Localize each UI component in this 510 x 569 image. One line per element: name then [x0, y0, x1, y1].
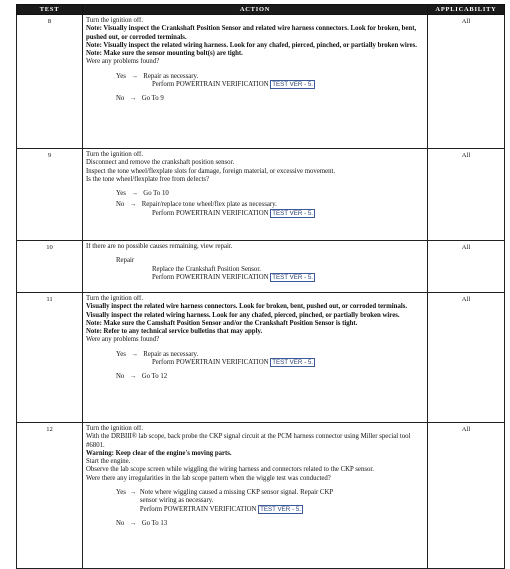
header-applicability: APPLICABILITY	[428, 5, 505, 15]
answer-yes-perform	[86, 81, 423, 89]
action-line: Observe the lab scope screen while wiggling the wiring harness and connectors related to the CKP sensor.	[86, 466, 374, 474]
applicability: All	[428, 149, 505, 241]
answer-yes	[86, 489, 423, 514]
yes-action: Go To 10	[143, 190, 169, 198]
test-number: 11	[17, 293, 83, 423]
table-row	[17, 423, 505, 569]
answer-no	[86, 201, 423, 209]
yes-action: Repair as necessary.	[143, 72, 199, 80]
action-line: Turn the ignition off.	[86, 425, 144, 432]
applicability: All	[428, 241, 505, 293]
yes-label: Yes	[116, 190, 126, 198]
action-line: Turn the ignition off.	[86, 17, 144, 24]
action-cell	[83, 423, 428, 569]
repair-label: Repair	[116, 257, 135, 265]
action-cell	[83, 15, 428, 149]
no-label: No	[116, 519, 125, 527]
arrow-right-icon: →	[131, 72, 138, 80]
action-cell	[83, 241, 428, 293]
no-action: Go To 12	[141, 373, 168, 381]
arrow-right-icon: →	[129, 95, 137, 103]
arrow-right-icon: →	[131, 350, 138, 358]
perform-text: Perform POWERTRAIN VERIFICATION	[139, 505, 257, 513]
repair-perform	[86, 274, 423, 282]
action-question: Were there any irregularities in the lab scope pattern when the wiggle test was conducted?	[86, 474, 331, 482]
answer-yes	[86, 351, 423, 359]
test-number: 9	[17, 149, 83, 241]
table-row	[17, 149, 505, 241]
no-label: No	[116, 95, 125, 103]
action-question: Were any problems found?	[86, 58, 160, 66]
yes-label: Yes	[116, 489, 126, 497]
arrow-right-icon: →	[129, 201, 137, 209]
action-cell	[83, 293, 428, 423]
arrow-right-icon: →	[129, 519, 137, 527]
perform-text: Perform POWERTRAIN VERIFICATION	[152, 359, 269, 367]
action-line: Inspect the tone wheel/flexplate slots for damage, foreign material, or excessive movement.	[86, 167, 336, 175]
perform-text: Perform POWERTRAIN VERIFICATION	[152, 81, 269, 89]
answer-no-perform	[86, 210, 423, 218]
action-line: If there are no possible causes remaining, view repair.	[86, 243, 233, 250]
action-note: Note: Make sure the Camshaft Position Sensor and/or the Crankshaft Position Sensor is tight.	[86, 319, 358, 327]
action-line: Visually inspect the related wire harness connectors. Look for broken, bent, pushed out, or corroded terminals.	[86, 303, 408, 311]
no-action: Go To 9	[141, 95, 164, 103]
answer-yes	[86, 190, 423, 198]
perform-text: Perform POWERTRAIN VERIFICATION	[152, 209, 269, 217]
yes-label: Yes	[116, 350, 126, 358]
test-ver-link[interactable]: TEST VER - 5.	[272, 209, 314, 217]
table-header-row	[17, 5, 505, 15]
action-warning: Warning: Keep clear of the engine's moving parts.	[86, 449, 232, 457]
arrow-right-icon: →	[131, 190, 138, 198]
perform-text: Perform POWERTRAIN VERIFICATION	[152, 273, 269, 281]
repair-action: Replace the Crankshaft Position Sensor.	[152, 265, 261, 273]
action-question: Is the tone wheel/flexplate free from defects?	[86, 175, 210, 183]
table-row	[17, 293, 505, 423]
table-row	[17, 241, 505, 293]
arrow-right-icon: →	[129, 489, 137, 497]
table-row	[17, 15, 505, 149]
no-action: Go To 13	[141, 519, 168, 527]
action-question: Were any problems found?	[86, 336, 160, 344]
answer-yes-perform	[86, 359, 423, 367]
answer-no	[86, 95, 423, 103]
action-line: With the DRBIII® lab scope, back probe the CKP signal circuit at the PCM harness connector using Miller special tool #6801.	[86, 433, 411, 449]
answer-no	[86, 373, 423, 381]
diagnostic-table	[16, 4, 505, 569]
action-note: Note: Visually inspect the related wiring harness. Look for any chafed, pierced, pinched, or partially broken wires.	[86, 41, 417, 49]
action-note: Note: Make sure the sensor mounting bolt(s) are tight.	[86, 50, 243, 58]
action-line: Visually inspect the related wiring harness. Look for any chafed, pierced, pinched, or partially broken wires.	[86, 311, 400, 319]
answer-yes-perform	[140, 506, 352, 514]
header-test: TEST	[17, 5, 83, 15]
action-line: Start the engine.	[86, 458, 131, 466]
test-ver-link[interactable]: TEST VER - 5.	[272, 81, 314, 89]
action-note: Note: Refer to any technical service bulletins that may apply.	[86, 328, 263, 336]
test-number: 10	[17, 241, 83, 293]
test-ver-link[interactable]: TEST VER - 5.	[272, 359, 314, 367]
no-action: Repair/replace tone wheel/flex plate as necessary.	[141, 201, 277, 209]
test-ver-link[interactable]: TEST VER - 5.	[260, 505, 301, 513]
yes-label: Yes	[116, 72, 126, 80]
no-label: No	[116, 373, 125, 381]
yes-action: Repair as necessary.	[143, 350, 199, 358]
test-ver-link[interactable]: TEST VER - 5.	[272, 273, 314, 281]
answer-no	[86, 520, 423, 528]
no-label: No	[116, 201, 125, 209]
test-number: 8	[17, 15, 83, 149]
test-number: 12	[17, 423, 83, 569]
action-line: Disconnect and remove the crankshaft position sensor.	[86, 159, 235, 167]
header-action: ACTION	[83, 5, 428, 15]
arrow-right-icon: →	[129, 373, 137, 381]
yes-action: Note where wiggling caused a missing CKP sensor signal. Repair CKP sensor wiring as necessary.	[139, 489, 333, 505]
action-note: Note: Visually inspect the Crankshaft Position Sensor and related wire harness connectors. Look for broken, bent, pushed out, or corroded terminals.	[86, 25, 417, 41]
answer-yes	[86, 73, 423, 81]
action-line: Turn the ignition off.	[86, 295, 144, 302]
action-cell	[83, 149, 428, 241]
applicability: All	[428, 293, 505, 423]
action-line: Turn the ignition off.	[86, 151, 144, 158]
applicability: All	[428, 423, 505, 569]
applicability: All	[428, 15, 505, 149]
